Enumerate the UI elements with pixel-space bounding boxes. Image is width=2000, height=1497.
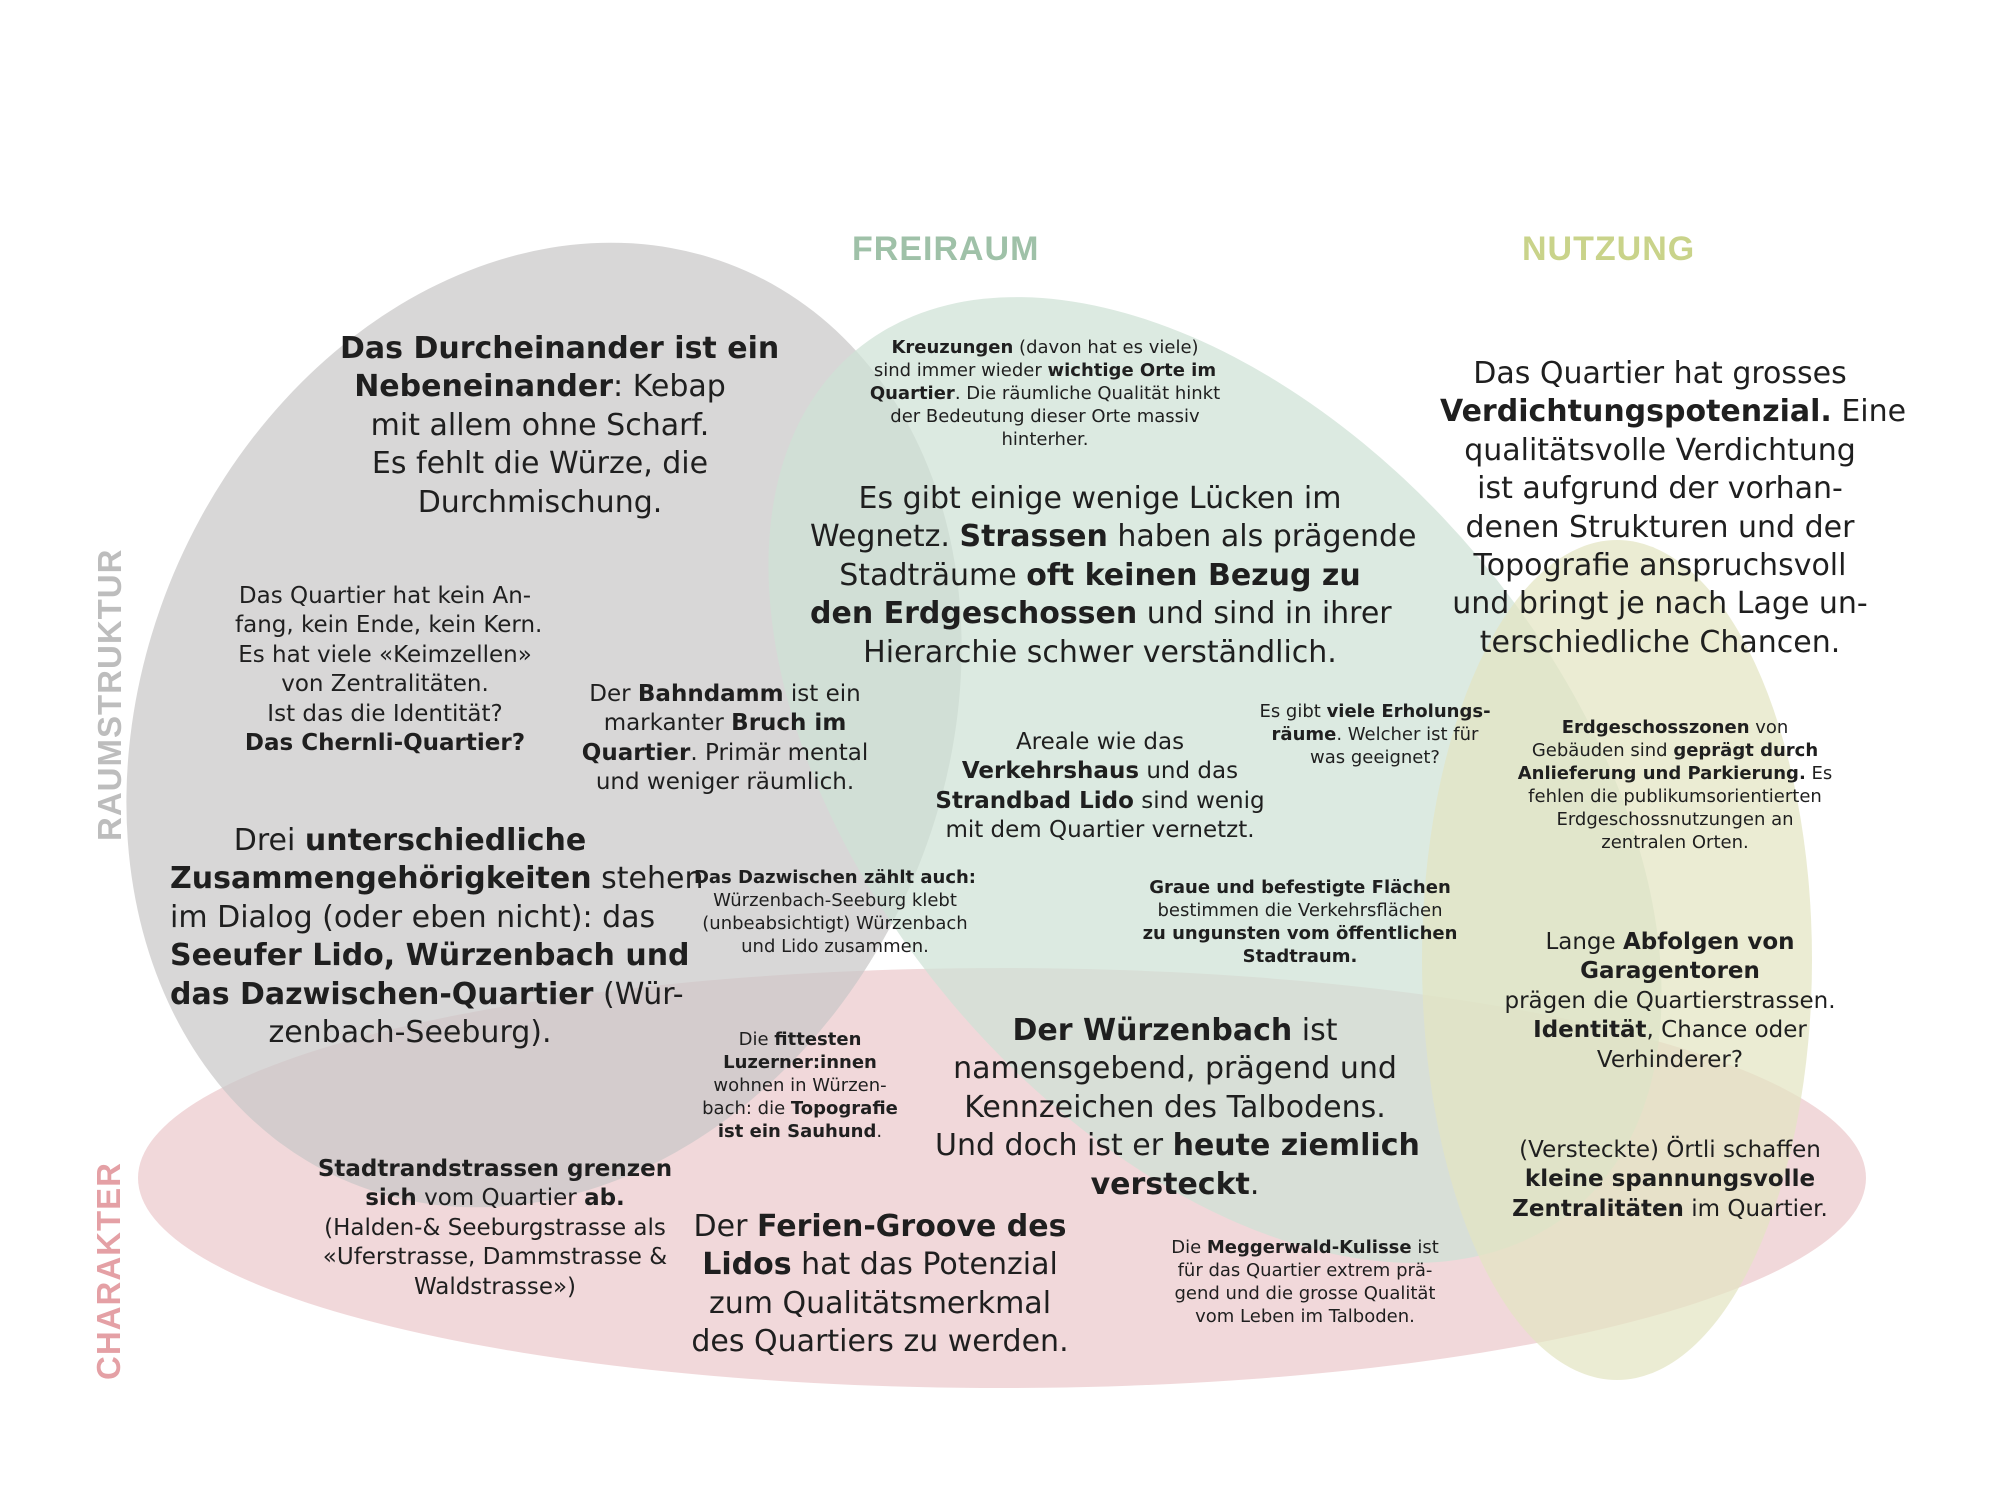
note-text: (davon hat es viele) (1013, 337, 1199, 358)
note-text: (Halden-& Seeburgstrasse als (324, 1214, 666, 1241)
note-durcheinander (340, 330, 780, 522)
note-text: ist (1411, 1237, 1439, 1258)
note-line (1150, 1282, 1460, 1305)
note-text-bold: ist ein Sauhund (717, 1121, 877, 1143)
note-text-bold: oft keinen Bezug zu (1026, 557, 1361, 593)
note-text: prägen die Quartierstrassen. (1504, 987, 1836, 1014)
note-text-bold: Meggerwald-Kulisse (1206, 1237, 1412, 1258)
note-text-bold: kleine spannungsvolle (1524, 1166, 1816, 1193)
nutzung-label: NUTZUNG (1522, 230, 1696, 268)
note-line (690, 1051, 910, 1074)
note-erholungsraeume (1250, 700, 1500, 769)
note-line (340, 484, 740, 522)
note-text: Der (589, 681, 638, 707)
note-text: stehen (591, 861, 704, 897)
note-text: sind wenig (1133, 787, 1265, 814)
note-text-bold: Das Chernli-Quartier? (244, 730, 526, 757)
note-line (1150, 1236, 1460, 1259)
note-text: Es (1805, 763, 1833, 785)
note-oertli (1490, 1136, 1850, 1224)
note-line (690, 1097, 910, 1120)
note-line (680, 889, 990, 912)
note-text: vom Leben im Talboden. (1195, 1306, 1415, 1328)
note-text: mit dem Quartier vernetzt. (945, 817, 1255, 844)
note-verdichtungspotenzial (1440, 355, 1907, 662)
note-text-bold: Garagentoren (1580, 958, 1760, 985)
note-text-bold: viele Erholungs- (1326, 701, 1491, 722)
note-text: Topografie anspruchsvoll (1473, 547, 1847, 583)
note-line (680, 1208, 1080, 1246)
note-line (1150, 1305, 1460, 1328)
note-line (690, 1028, 910, 1051)
note-text: Wegnetz. (810, 519, 960, 555)
note-text: . (1249, 1166, 1260, 1202)
note-line (310, 1155, 680, 1184)
note-text-bold: Stadtrandstrassen grenzen (317, 1156, 673, 1182)
note-text: Es fehlt die Würze, die (371, 446, 709, 482)
note-text-bold: das Dazwischen-Quartier (170, 976, 594, 1012)
note-text: (Wür- (593, 976, 684, 1012)
note-line (310, 1184, 680, 1213)
note-line (810, 595, 1390, 633)
note-wegnetz (810, 480, 1417, 672)
note-line (235, 611, 543, 640)
note-text-bold: versteckt (1090, 1166, 1250, 1202)
note-text-bold: Strassen (959, 519, 1108, 555)
note-line (235, 582, 535, 611)
note-text: namensgebend, prägend und (953, 1051, 1397, 1087)
note-line (580, 739, 870, 768)
note-line (1140, 899, 1460, 922)
note-text: für das Quartier extrem prä- (1177, 1260, 1433, 1282)
note-ferien-groove (680, 1208, 1080, 1362)
note-line (1500, 957, 1840, 986)
note-line (810, 557, 1390, 595)
note-line (310, 1243, 680, 1272)
note-line (855, 382, 1235, 405)
note-text: und bringt je nach Lage un- (1452, 586, 1868, 622)
note-line (1440, 585, 1880, 623)
note-text: fehlen die publikumsorientierten (1528, 786, 1822, 808)
note-text: ist aufgrund der vorhan- (1477, 471, 1843, 507)
note-text: vom Quartier (416, 1185, 585, 1212)
note-line (1440, 547, 1880, 585)
note-line (170, 976, 684, 1014)
note-text: Stadträume (839, 557, 1027, 593)
note-text: Es gibt (1259, 701, 1327, 722)
note-line (1500, 1046, 1840, 1075)
note-line (810, 518, 1417, 556)
note-text: von (1749, 717, 1789, 738)
note-line (1440, 624, 1880, 662)
note-text: des Quartiers zu werden. (691, 1324, 1069, 1360)
note-text-bold: heute ziemlich (1172, 1128, 1420, 1164)
note-text: mit allem ohne Scharf. (370, 407, 710, 443)
note-text-bold: Abfolgen von (1622, 929, 1795, 955)
note-line (580, 709, 870, 738)
note-line (690, 1074, 910, 1097)
note-text: . Primär mental (690, 739, 869, 766)
note-text-bold: Strandbad Lido (935, 787, 1134, 814)
note-erdgeschosszonen (1500, 716, 1850, 854)
note-line (935, 757, 1265, 786)
note-text: Der (693, 1209, 757, 1244)
note-line (810, 634, 1390, 672)
note-text-bold: sich (365, 1185, 417, 1212)
note-line (1500, 808, 1850, 831)
note-line (310, 1273, 680, 1302)
note-text-bold: Anlieferung und Parkierung. (1517, 763, 1806, 785)
note-line (935, 1127, 1420, 1165)
note-text: bach: die (702, 1098, 791, 1120)
note-text: ist ein (783, 681, 861, 707)
note-text: Hierarchie schwer verständlich. (863, 634, 1337, 670)
note-text-bold: Bahndamm (637, 681, 784, 707)
note-text: Das Quartier hat kein An- (238, 583, 532, 609)
note-line (1250, 723, 1500, 746)
note-text: : Kebap (613, 369, 726, 405)
note-text: hinterher. (1001, 429, 1089, 451)
note-text-bold: Graue und befestigte Flächen (1149, 877, 1451, 898)
note-line (580, 680, 870, 709)
note-kreuzungen (855, 336, 1235, 451)
note-line (935, 1012, 1415, 1050)
note-text: Waldstrasse») (413, 1273, 577, 1300)
note-text: Kennzeichen des Talbodens. (964, 1089, 1386, 1125)
note-text-bold: Zusammengehörigkeiten (170, 861, 592, 897)
note-line (1440, 355, 1880, 393)
note-line (1250, 746, 1500, 769)
note-text-bold: Quartier (581, 739, 691, 766)
note-text-bold: Das Durcheinander ist ein (340, 331, 780, 366)
note-line (235, 729, 535, 758)
note-text: Die (1171, 1237, 1207, 1258)
note-line (235, 670, 535, 699)
note-line (1500, 785, 1850, 808)
note-text-bold: Quartier (869, 383, 955, 405)
note-line (170, 822, 650, 860)
note-text-bold: Verkehrshaus (961, 758, 1140, 785)
note-text: zenbach-Seeburg). (268, 1014, 552, 1050)
note-line (1500, 1016, 1840, 1045)
note-text: qualitätsvolle Verdichtung (1464, 432, 1856, 468)
note-line (935, 1089, 1415, 1127)
note-text: Ist das die Identität? (267, 700, 503, 727)
note-text: sind immer wieder (873, 360, 1048, 382)
note-text-bold: Nebeneinander (354, 369, 614, 405)
note-text: , Chance oder (1646, 1017, 1807, 1044)
note-text-bold: Seeufer Lido, Würzenbach und (170, 938, 690, 974)
note-text: zentralen Orten. (1601, 832, 1749, 854)
note-line (1490, 1165, 1850, 1194)
note-text: von Zentralitäten. (281, 671, 489, 698)
note-text: und Lido zusammen. (741, 936, 929, 958)
note-line (1500, 716, 1850, 739)
note-areale (935, 728, 1265, 846)
note-line (935, 1050, 1415, 1088)
note-text-bold: Verdichtungspotenzial. (1440, 394, 1832, 430)
note-text: und sind in ihrer (1137, 596, 1392, 632)
note-line (340, 330, 780, 368)
note-text: «Uferstrasse, Dammstrasse & (322, 1244, 668, 1271)
note-text-bold: fittesten (774, 1029, 862, 1050)
note-dazwischen (680, 866, 990, 958)
note-meggerwald (1150, 1236, 1460, 1328)
note-text: Eine (1831, 394, 1907, 430)
note-line (170, 937, 690, 975)
note-line (1440, 432, 1880, 470)
note-line (855, 405, 1235, 428)
note-text-bold: unterschiedliche (304, 823, 587, 858)
note-text: . Welcher ist für (1336, 724, 1479, 746)
note-line (1440, 393, 1907, 431)
note-text: gend und die grosse Qualität (1174, 1283, 1436, 1305)
note-fittesten (690, 1028, 910, 1143)
note-text: denen Strukturen und der (1465, 509, 1855, 545)
note-garagentore (1500, 928, 1840, 1075)
note-kein-anfang (235, 582, 543, 759)
note-text: bestimmen die Verkehrsflächen (1157, 900, 1443, 922)
note-line (1500, 928, 1840, 957)
note-line (1140, 922, 1460, 945)
note-wuerzenbach (935, 1012, 1420, 1204)
note-text: wohnen in Würzen- (713, 1075, 887, 1097)
note-text: im Quartier. (1683, 1195, 1828, 1222)
note-text-bold: den Erdgeschossen (810, 596, 1138, 632)
note-line (680, 1285, 1080, 1323)
note-text-bold: Bruch im (731, 710, 847, 737)
note-text-bold: Kreuzungen (891, 337, 1014, 358)
note-line (1440, 509, 1880, 547)
note-line (935, 816, 1265, 845)
note-text: Es gibt einige wenige Lücken im (858, 481, 1342, 516)
note-text: was geeignet? (1310, 747, 1440, 769)
note-text: Erdgeschossnutzungen an (1556, 809, 1794, 831)
note-line (235, 641, 535, 670)
note-graue-flaechen (1140, 876, 1460, 968)
note-line (340, 407, 740, 445)
note-line (1500, 762, 1850, 785)
note-line (170, 1014, 650, 1052)
note-stadtrandstrassen (310, 1155, 680, 1302)
note-text: Die (738, 1029, 775, 1050)
note-text: Drei (233, 823, 305, 858)
note-line (340, 445, 740, 483)
note-text-bold: räume (1271, 724, 1337, 746)
note-text: im Dialog (oder eben nicht): das (170, 899, 656, 935)
note-text-bold: Das Dazwischen zählt auch: (693, 867, 977, 888)
note-line (1500, 831, 1850, 854)
note-line (680, 866, 990, 889)
note-line (310, 1214, 680, 1243)
note-text: markanter (603, 710, 732, 737)
note-text: Das Quartier hat grosses (1473, 356, 1847, 391)
note-text: . (876, 1121, 883, 1143)
note-line (810, 480, 1390, 518)
note-text-bold: Stadtraum. (1242, 946, 1358, 968)
note-line (1500, 987, 1840, 1016)
note-text: Würzenbach-Seeburg klebt (713, 890, 957, 912)
note-text: ist (1292, 1013, 1338, 1048)
note-text-bold: Lidos (702, 1247, 792, 1283)
charakter-label: CHARAKTER (90, 1162, 127, 1380)
note-line (1140, 876, 1460, 899)
note-text: Gebäuden sind (1531, 740, 1674, 762)
note-line (340, 368, 740, 406)
note-line (235, 700, 535, 729)
note-line (1500, 739, 1850, 762)
note-text: . Die räumliche Qualität hinkt (954, 383, 1221, 405)
note-line (680, 935, 990, 958)
note-text-bold: geprägt durch (1673, 740, 1819, 762)
note-line (1250, 700, 1500, 723)
note-text: haben als prägende (1107, 519, 1417, 555)
note-text: Und doch ist er (935, 1128, 1173, 1164)
note-line (580, 768, 870, 797)
note-text: Es hat viele «Keimzellen» (238, 641, 532, 668)
note-line (680, 912, 990, 935)
note-line (855, 359, 1235, 382)
note-text-bold: Erdgeschosszonen (1561, 717, 1750, 738)
note-line (1490, 1136, 1850, 1165)
note-line (680, 1323, 1080, 1361)
note-line (680, 1246, 1080, 1284)
note-text: terschiedliche Chancen. (1479, 624, 1841, 660)
note-text: Durchmischung. (417, 484, 663, 520)
note-line (170, 860, 704, 898)
note-line (1440, 470, 1880, 508)
note-text: Areale wie das (1015, 729, 1185, 755)
note-line (170, 899, 656, 937)
freiraum-label: FREIRAUM (852, 230, 1040, 268)
note-line (935, 728, 1265, 757)
note-line (855, 336, 1235, 359)
note-line (690, 1120, 910, 1143)
note-line (1140, 945, 1460, 968)
note-text: und weniger räumlich. (595, 769, 855, 796)
note-text: Verhinderer? (1596, 1046, 1744, 1073)
note-text: der Bedeutung dieser Orte massiv (890, 406, 1200, 428)
note-text-bold: Der Würzenbach (1012, 1013, 1293, 1048)
note-text-bold: Identität (1533, 1017, 1647, 1044)
raumstruktur-label: RAUMSTRUKTUR (91, 548, 128, 841)
note-text-bold: Zentralitäten (1512, 1195, 1684, 1222)
note-text: (Versteckte) Örtli schaffen (1519, 1137, 1821, 1163)
note-text: hat das Potenzial (791, 1247, 1058, 1283)
note-text-bold: Luzerner:innen (723, 1052, 877, 1074)
note-text-bold: ab. (584, 1185, 625, 1212)
note-text-bold: Topografie (790, 1098, 898, 1120)
note-text: Lange (1545, 929, 1623, 955)
note-text-bold: Ferien-Groove des (756, 1209, 1067, 1244)
note-line (1150, 1259, 1460, 1282)
note-text: und das (1139, 758, 1239, 785)
note-line (855, 428, 1235, 451)
note-text-bold: wichtige Orte im (1047, 360, 1217, 382)
note-bahndamm (580, 680, 870, 798)
note-line (1490, 1195, 1850, 1224)
note-text: (unbeabsichtigt) Würzenbach (702, 913, 968, 935)
note-line (935, 1166, 1415, 1204)
note-text-bold: zu ungunsten vom öffentlichen (1142, 923, 1458, 945)
note-text: fang, kein Ende, kein Kern. (235, 612, 543, 639)
note-zusammengehoerigkeiten (170, 822, 704, 1052)
note-text: zum Qualitätsmerkmal (708, 1285, 1052, 1321)
note-line (935, 787, 1265, 816)
